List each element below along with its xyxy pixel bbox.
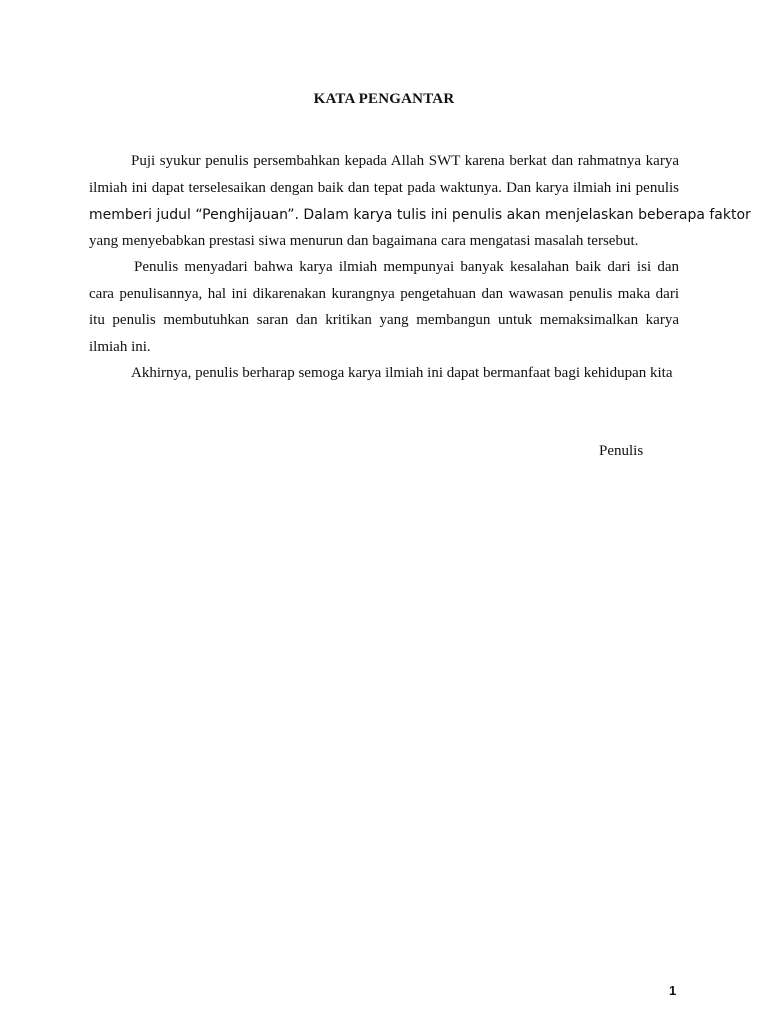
signature-label: Penulis [599, 443, 644, 459]
paragraph-line: ilmiah ini dapat terselesaikan dengan baik dan tepat pada waktunya. Dan karya ilmiah ini penulis [89, 180, 679, 196]
document-title: KATA PENGANTAR [313, 91, 455, 107]
paragraph-line: itu penulis membutuhkan saran dan kritikan yang membangun untuk memaksimalkan karya [89, 312, 679, 328]
paragraph-line: cara penulisannya, hal ini dikarenakan kurangnya pengetahuan dan wawasan penulis maka dari [89, 286, 679, 302]
paragraph-line: yang menyebabkan prestasi siwa menurun dan bagaimana cara mengatasi masalah tersebut. [89, 233, 639, 249]
paragraph-line: Akhirnya, penulis berharap semoga karya ilmiah ini dapat bermanfaat bagi kehidupan kita [131, 365, 673, 381]
paragraph-line: Puji syukur penulis persembahkan kepada Allah SWT karena berkat dan rahmatnya karya [131, 153, 679, 169]
page-number: 1 [669, 983, 677, 998]
paragraph-line: ilmiah ini. [89, 339, 151, 355]
paragraph-line: memberi judul “Penghijauan”. Dalam karya tulis ini penulis akan menjelaskan beberapa faktor [89, 207, 751, 223]
paragraph-line: Penulis menyadari bahwa karya ilmiah mempunyai banyak kesalahan baik dari isi dan [134, 259, 679, 275]
